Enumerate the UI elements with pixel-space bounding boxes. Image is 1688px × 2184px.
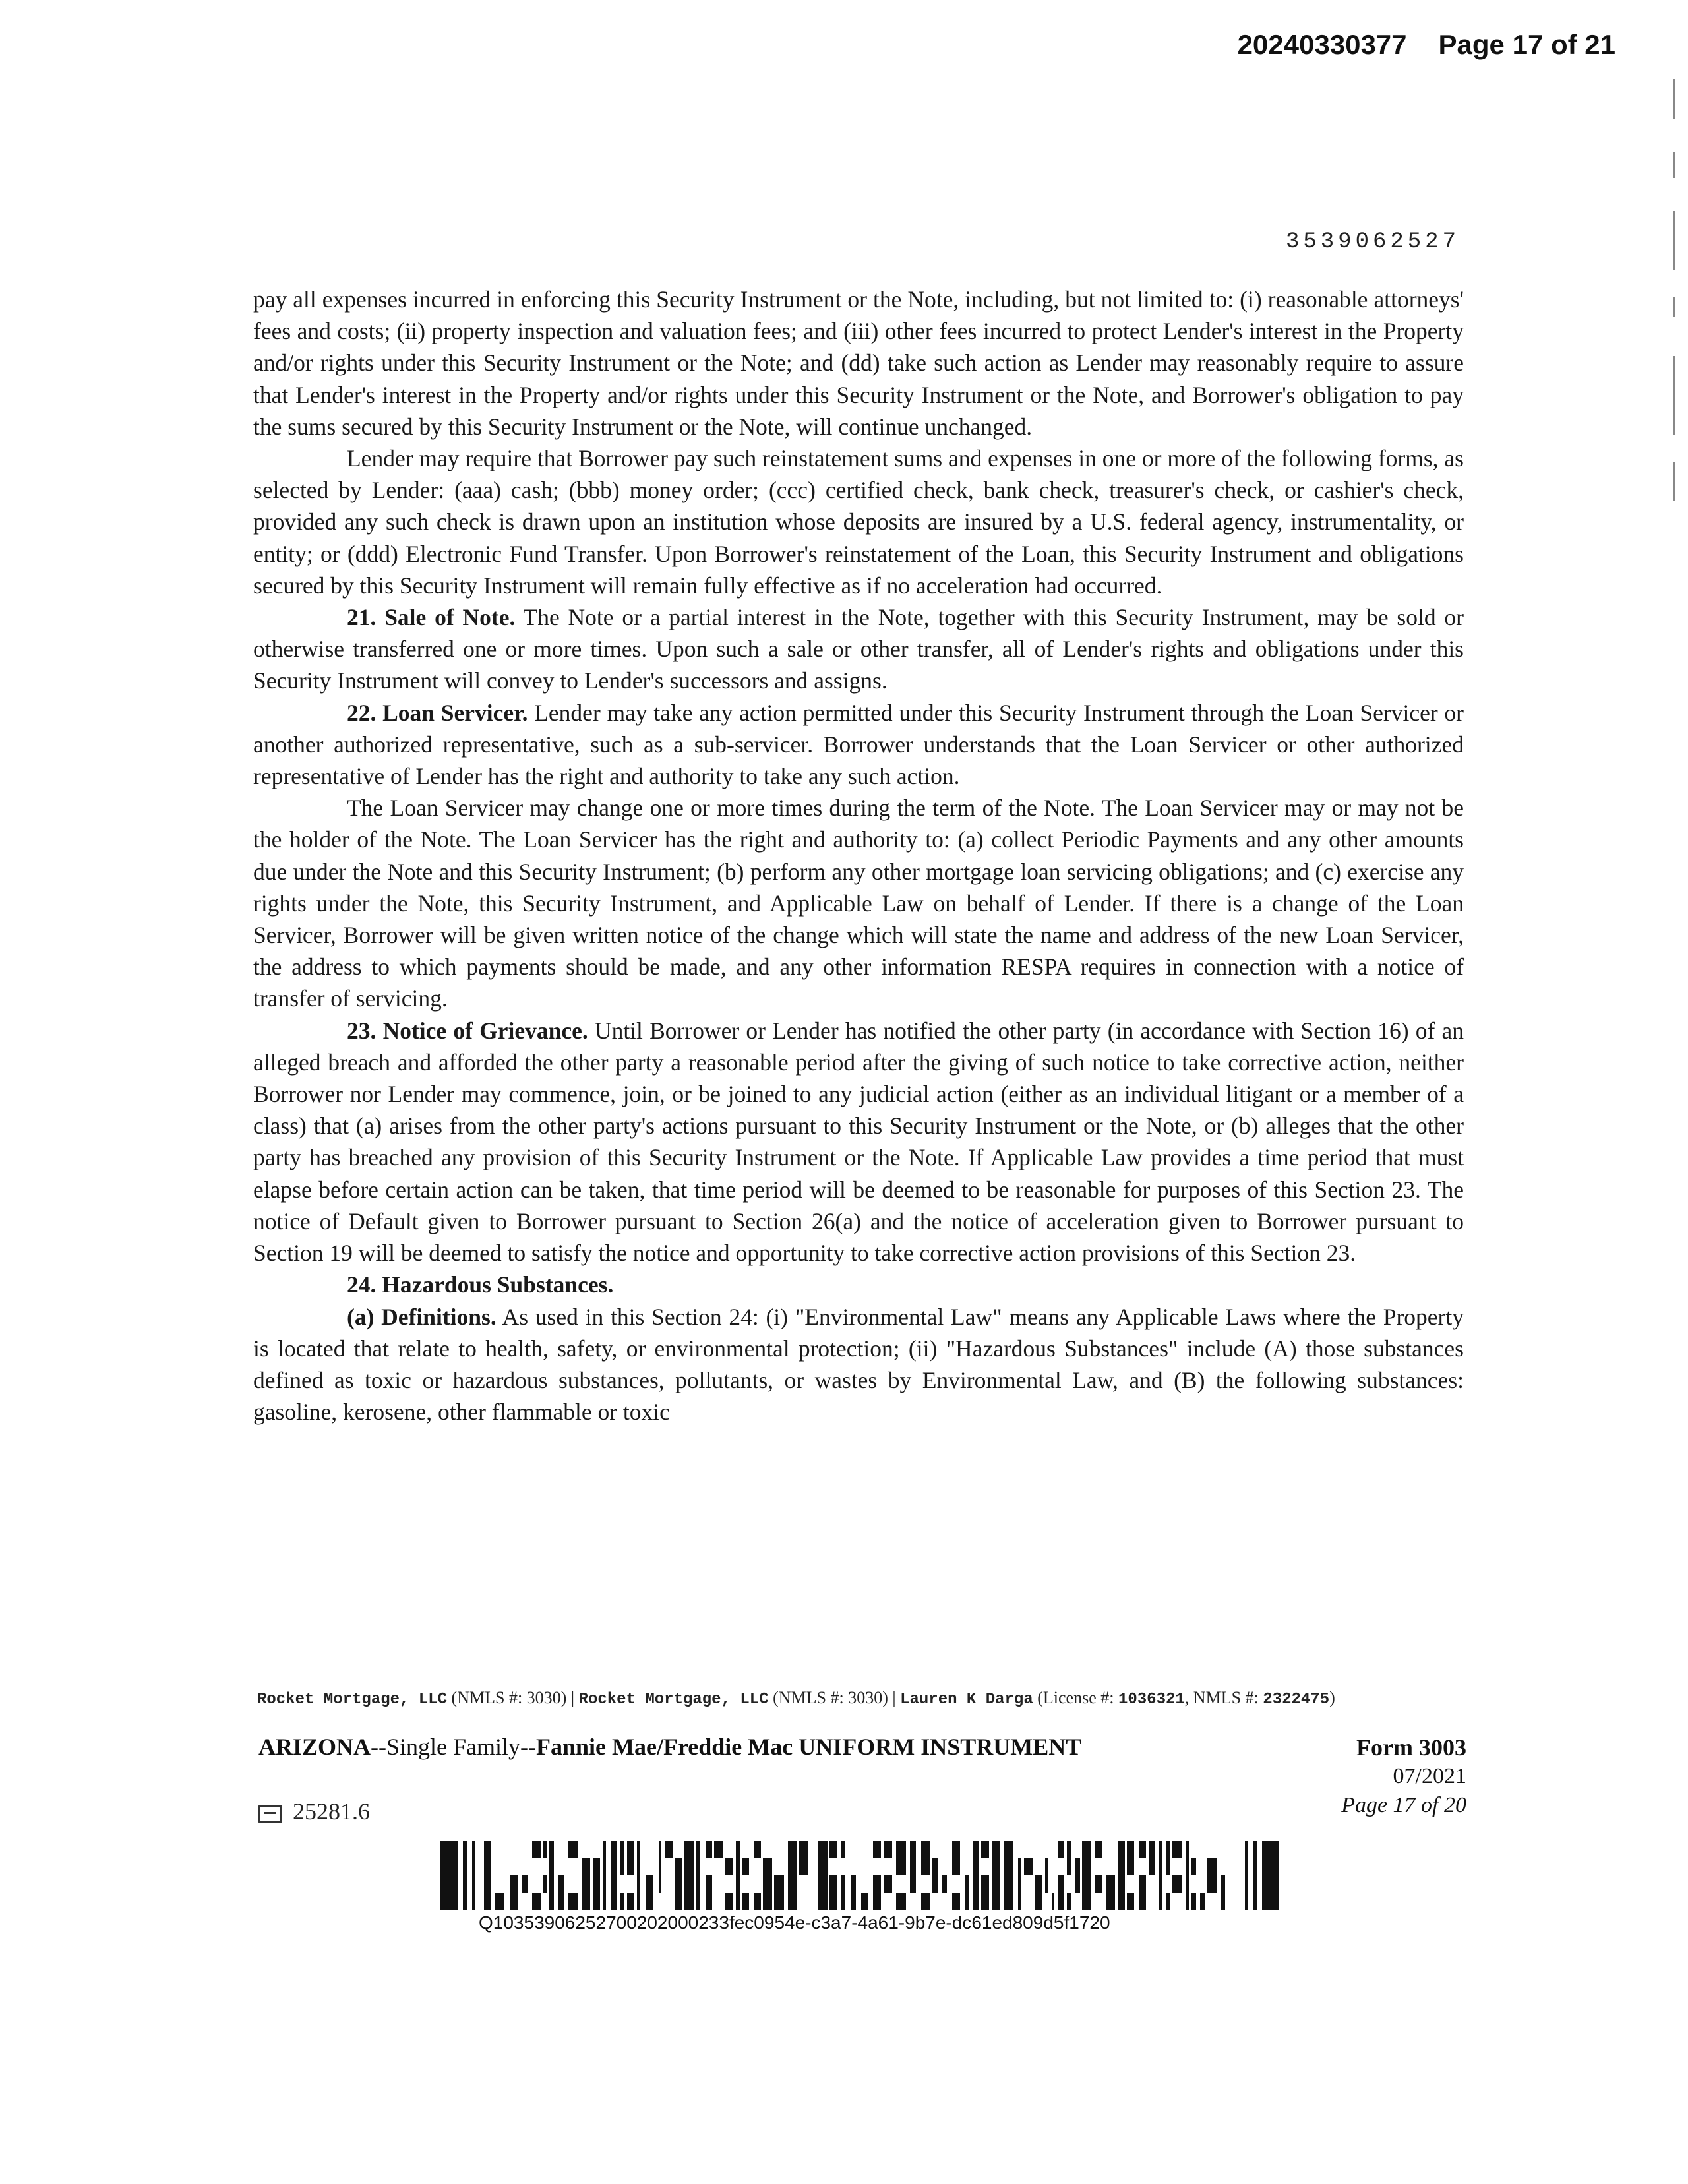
barcode-bar — [896, 1893, 906, 1910]
barcode-bar — [684, 1875, 694, 1893]
barcode-bar — [603, 1875, 606, 1893]
barcode-bar — [593, 1858, 600, 1875]
barcode-bar — [754, 1841, 761, 1858]
barcode-bar — [684, 1858, 694, 1875]
barcode-bar — [873, 1893, 881, 1910]
barcode-bar — [829, 1875, 837, 1893]
barcode-bar — [1127, 1841, 1134, 1858]
barcode-bar — [659, 1841, 661, 1858]
originator-nmls-label: , NMLS #: — [1184, 1688, 1263, 1707]
barcode-bar — [611, 1893, 617, 1910]
barcode-bar — [942, 1875, 947, 1893]
barcode-bar — [484, 1875, 491, 1893]
barcode-bar — [763, 1875, 772, 1893]
barcode-bar — [603, 1858, 606, 1875]
barcode-bar — [532, 1893, 541, 1910]
barcode-bar — [774, 1893, 784, 1910]
barcode-bar — [549, 1875, 554, 1893]
barcode-bar — [646, 1875, 653, 1893]
barcode-bar — [952, 1841, 960, 1858]
barcode-bar — [884, 1841, 892, 1858]
barcode-bar — [1075, 1858, 1080, 1875]
barcode-bar — [675, 1875, 682, 1893]
form-id: Form 3003 — [1356, 1734, 1466, 1761]
barcode-bar — [510, 1875, 518, 1893]
barcode-bar — [818, 1893, 828, 1910]
barcode-bar — [696, 1841, 700, 1858]
section-22-text: Lender may take any action permitted under this Security Instrument through the Loan Servicer or another authorized representative, such as a sub-servicer. Borrower understands that the Loan Servicer or other authorized representative of Lender has the right and authority to take any such action. — [253, 699, 1464, 790]
barcode-bar — [1207, 1875, 1217, 1893]
barcode-bar — [620, 1858, 624, 1875]
barcode-bar — [1058, 1893, 1064, 1910]
barcode-bar — [1118, 1841, 1125, 1858]
barcode-bar — [1075, 1875, 1080, 1893]
form-date: 07/2021 — [1393, 1764, 1466, 1788]
barcode-bar — [910, 1875, 916, 1893]
barcode-bar — [1159, 1875, 1162, 1893]
barcode-bar — [646, 1893, 653, 1910]
form-info — [1341, 1733, 1466, 1820]
barcode-bar — [981, 1893, 989, 1910]
barcode-bar — [736, 1841, 740, 1858]
barcode-bar — [841, 1893, 845, 1910]
barcode-bar — [1004, 1893, 1013, 1910]
barcode-bar — [1200, 1893, 1205, 1910]
barcode-bar — [1186, 1875, 1189, 1893]
barcode-bar — [684, 1841, 694, 1858]
barcode-bar — [1191, 1893, 1196, 1910]
barcode-bar — [1186, 1858, 1189, 1875]
barcode-bar — [992, 1893, 1000, 1910]
barcode-bar — [522, 1875, 528, 1893]
barcode-bar — [742, 1858, 749, 1875]
barcode-bar — [818, 1875, 828, 1893]
close-paren: ) — [1329, 1688, 1335, 1707]
barcode-bar — [706, 1875, 712, 1893]
barcode-bar — [582, 1858, 590, 1875]
barcode-bar — [1166, 1893, 1170, 1910]
barcode-bar — [1159, 1893, 1162, 1910]
barcode-bar — [1139, 1841, 1146, 1858]
barcode-bar — [1159, 1858, 1162, 1875]
barcode-bar — [873, 1875, 881, 1893]
barcode-bar — [1118, 1893, 1125, 1910]
barcode-bar — [1045, 1875, 1048, 1893]
barcode-bar — [472, 1841, 475, 1910]
state-name: ARIZONA — [258, 1734, 371, 1760]
section-21-text: The Note or a partial interest in the Note, together with this Security Instrument, may be sold or otherwise transferred one or more times. Upon such a sale or other transfer, all of Lender's rights and obligations under this Security Instrument will convey to Lender's successors and assigns. — [253, 604, 1464, 694]
barcode-bar — [1058, 1841, 1064, 1858]
barcode-bar — [603, 1893, 606, 1910]
barcode-bar — [1253, 1841, 1257, 1910]
barcode-bar — [1095, 1841, 1102, 1858]
barcode-bar — [1035, 1893, 1042, 1910]
barcode-bar — [1139, 1893, 1146, 1910]
section-23-heading: 23. Notice of Grievance. — [347, 1017, 588, 1044]
barcode-bar — [611, 1875, 617, 1893]
barcode-bar — [1127, 1858, 1134, 1875]
barcode-bar — [1004, 1858, 1013, 1875]
barcode-bar — [973, 1875, 979, 1893]
barcode-bar — [558, 1893, 564, 1910]
barcode-bar — [818, 1841, 828, 1858]
document-barcode — [440, 1841, 1279, 1910]
barcode-bar — [973, 1841, 979, 1858]
originator-nmls: 2322475 — [1263, 1691, 1330, 1709]
barcode-bar — [1082, 1841, 1091, 1858]
barcode-bar — [910, 1841, 916, 1858]
barcode-bar — [593, 1893, 600, 1910]
barcode-bar — [965, 1875, 969, 1893]
barcode-bar — [1045, 1858, 1048, 1875]
barcode-bar — [1166, 1841, 1170, 1858]
barcode-bar — [549, 1858, 554, 1875]
barcode-bar — [921, 1841, 930, 1858]
barcode-bar — [921, 1893, 930, 1910]
barcode-bar — [543, 1875, 547, 1893]
barcode-bar — [896, 1858, 906, 1875]
lender-name-2: Rocket Mortgage, LLC — [578, 1691, 769, 1709]
barcode-bar — [1149, 1858, 1155, 1875]
lender-nmls-1: (NMLS #: 3030) — [447, 1688, 567, 1707]
barcode-bar — [1024, 1858, 1033, 1875]
barcode-bar — [973, 1893, 979, 1910]
barcode-bar — [611, 1858, 617, 1875]
barcode-bar — [1221, 1875, 1225, 1893]
barcode-bar — [706, 1893, 712, 1910]
ellie-mae-icon — [258, 1805, 282, 1823]
barcode-bar — [932, 1858, 938, 1875]
barcode-bar — [637, 1893, 640, 1910]
recording-header — [1238, 29, 1615, 61]
barcode-bar — [1172, 1875, 1182, 1893]
barcode-bar — [1221, 1893, 1225, 1910]
barcode-bar — [532, 1841, 541, 1858]
barcode-bar — [1186, 1893, 1189, 1910]
barcode-bar — [675, 1893, 682, 1910]
barcode-bar — [603, 1841, 606, 1858]
barcode-bar — [763, 1893, 772, 1910]
barcode-bar — [696, 1875, 700, 1893]
barcode-bar — [1082, 1858, 1091, 1875]
section-24a-text: As used in this Section 24: (i) "Environmental Law" means any Applicable Laws where the Property is located that relate to health, safety, or environmental protection; (ii) "Hazardous Substances" include (A) those substances defined as toxic or hazardous substances, pollutants, or wastes by Environmental Law, and (B) the following substances: gasoline, kerosene, other flammable or toxic — [253, 1303, 1464, 1426]
barcode-bar — [981, 1841, 989, 1858]
barcode-bar — [620, 1893, 624, 1910]
page-label: Page 17 of 21 — [1438, 29, 1615, 60]
barcode-bar — [799, 1858, 808, 1875]
barcode-bar — [1067, 1841, 1071, 1858]
barcode-bar — [910, 1858, 916, 1875]
barcode-bar — [952, 1893, 960, 1910]
barcode-bar — [788, 1875, 797, 1893]
barcode-bar — [841, 1841, 845, 1858]
document-body — [253, 284, 1464, 1428]
originator-name: Lauren K Darga — [900, 1691, 1033, 1709]
barcode-bar — [440, 1841, 458, 1910]
barcode-bar — [1058, 1875, 1064, 1893]
product-code-line — [258, 1798, 370, 1825]
barcode-bar — [1082, 1875, 1091, 1893]
barcode-bar — [829, 1841, 837, 1858]
barcode-bar — [851, 1875, 856, 1893]
barcode-bar — [1106, 1893, 1115, 1910]
barcode-bar — [543, 1841, 547, 1858]
barcode-bar — [1067, 1893, 1071, 1910]
barcode-bar — [992, 1841, 1000, 1858]
barcode-bar — [495, 1893, 504, 1910]
barcode-bar — [1004, 1875, 1013, 1893]
barcode-bar — [818, 1858, 828, 1875]
barcode-bar — [627, 1841, 634, 1858]
barcode-bar — [706, 1841, 712, 1858]
barcode-bar — [973, 1858, 979, 1875]
barcode-bar — [582, 1893, 590, 1910]
section-24a-heading: (a) Definitions. — [347, 1303, 497, 1330]
barcode-bar — [896, 1841, 906, 1858]
barcode-bar — [952, 1858, 960, 1875]
lender-name-1: Rocket Mortgage, LLC — [257, 1691, 448, 1709]
barcode-bar — [754, 1893, 761, 1910]
barcode-bar — [1127, 1893, 1134, 1910]
barcode-bar — [484, 1858, 491, 1875]
barcode-bar — [861, 1893, 868, 1910]
barcode-bar — [627, 1893, 634, 1910]
barcode-bar — [463, 1841, 467, 1910]
barcode-bar — [884, 1875, 892, 1893]
barcode-bar — [736, 1875, 740, 1893]
barcode-bar — [684, 1893, 694, 1910]
barcode-bar — [1018, 1875, 1021, 1893]
barcode-bar — [1262, 1841, 1279, 1910]
barcode-bar — [484, 1841, 491, 1858]
barcode-bar — [1067, 1858, 1071, 1875]
section-24a — [253, 1301, 1464, 1428]
separator-2: | — [888, 1688, 901, 1707]
barcode-bar — [637, 1841, 640, 1858]
barcode-bar — [736, 1858, 740, 1875]
section-23-text: Until Borrower or Lender has notified the other party (in accordance with Section 16) of an alleged breach and afforded the other party a reasonable period after the giving of such notice to take corrective action, neither Borrower nor Lender may commence, join, or be joined to any judicial action (either as an individual litigant or a member of a class) that (a) arises from the other party's actions pursuant to this Security Instrument or the Note, or (b) alleges that the other party has breached any provision of this Security Instrument or the Note. If Applicable Law provides a time period that must elapse before certain action can be taken, that time period will be deemed to be reasonable for purposes of this Section 23. The notice of Default given to Borrower pursuant to Section 26(a) and the notice of acceleration given to Borrower pursuant to Section 19 will be deemed to satisfy the notice and opportunity to take corrective action provisions of this Section 23. — [253, 1017, 1464, 1267]
section-22 — [253, 697, 1464, 793]
barcode-bar — [774, 1875, 784, 1893]
form-page-of: Page 17 of 20 — [1341, 1793, 1466, 1817]
barcode-bar — [1004, 1841, 1013, 1858]
barcode-bar — [992, 1858, 1000, 1875]
form-title-line — [258, 1733, 1081, 1761]
barcode-bar — [1149, 1841, 1155, 1858]
barcode-bar — [788, 1893, 797, 1910]
barcode-bar — [637, 1858, 640, 1875]
barcode-bar — [696, 1858, 700, 1875]
barcode-bar — [873, 1841, 881, 1858]
barcode-bar — [1166, 1858, 1170, 1875]
barcode-bar — [788, 1841, 797, 1858]
separator-1: | — [566, 1688, 579, 1707]
barcode-bar — [620, 1841, 624, 1858]
barcode-bar — [1139, 1875, 1146, 1893]
barcode-bar — [763, 1858, 772, 1875]
barcode-bar — [637, 1875, 640, 1893]
barcode-bar — [799, 1841, 808, 1858]
instrument-name: Fannie Mae/Freddie Mac UNIFORM INSTRUMENT — [535, 1734, 1082, 1760]
barcode-bar — [1172, 1841, 1182, 1858]
section-21-heading: 21. Sale of Note. — [347, 604, 516, 631]
barcode-bar — [627, 1858, 634, 1875]
barcode-bar — [992, 1875, 1000, 1893]
barcode-bar — [829, 1893, 837, 1910]
barcode-bar — [665, 1841, 673, 1858]
barcode-bar — [1191, 1858, 1196, 1875]
barcode-bar — [659, 1858, 661, 1875]
barcode-bar — [1095, 1875, 1102, 1893]
recording-number: 20240330377 — [1237, 29, 1407, 60]
scan-edge-marks — [1673, 79, 1679, 541]
section-24-heading-line — [253, 1269, 1464, 1300]
barcode-bar — [742, 1893, 749, 1910]
paragraph-loan-servicer-change: The Loan Servicer may change one or more times during the term of the Note. The Loan Servicer may or may not be the holder of the Note. The Loan Servicer has the right and authority to: (a) collect Periodic Payments and any other amounts due under the Note and this Security Instrument; (b) perform any other mortgage loan servicing obligations; and (c) exercise any rights under the Note, this Security Instrument, and Applicable Law on behalf of Lender. If there is a change of the Loan Servicer, Borrower will be given written notice of the change which will state the name and address of the new Loan Servicer, the address to which payments should be made, and any other information RESPA requires in connection with a notice of transfer of servicing. — [253, 795, 1464, 1012]
barcode-bar — [1018, 1893, 1021, 1910]
section-22-heading: 22. Loan Servicer. — [347, 699, 528, 726]
license-number: 1036321 — [1118, 1691, 1185, 1709]
barcode-bar — [725, 1858, 733, 1875]
product-code: 25281.6 — [293, 1798, 370, 1825]
barcode-bar — [736, 1893, 740, 1910]
barcode-bar — [1207, 1858, 1217, 1875]
barcode-bar — [1245, 1841, 1248, 1910]
barcode-bar — [981, 1875, 989, 1893]
paragraph-reinstatement-forms: Lender may require that Borrower pay such reinstatement sums and expenses in one or more of the following forms, as selected by Lender: (aaa) cash; (bbb) money order; (ccc) certified check, bank check, treasurer's check, or cashier's check, provided any such check is drawn upon an institution whose deposits are insured by a U.S. federal agency, instrumentality, or entity; or (ddd) Electronic Fund Transfer. Upon Borrower's reinstatement of the Loan, this Security Instrument and obligations secured by this Security Instrument will remain fully effective as if no acceleration had occurred. — [253, 445, 1464, 599]
barcode-bar — [851, 1893, 856, 1910]
footer-lender-line — [257, 1687, 1470, 1711]
barcode-bar — [558, 1875, 564, 1893]
barcode-caption: Q10353906252700202000233fec0954e-c3a7-4a61-9b7e-dc61ed809d5f1720 — [479, 1912, 1110, 1933]
barcode-bar — [1118, 1858, 1125, 1875]
license-label: (License #: — [1033, 1688, 1118, 1707]
lender-nmls-2: (NMLS #: 3030) — [768, 1688, 888, 1707]
barcode-bar — [1052, 1893, 1054, 1910]
barcode-bar — [549, 1893, 554, 1910]
section-24-heading: 24. Hazardous Substances. — [347, 1271, 614, 1298]
barcode-bar — [1082, 1893, 1091, 1910]
barcode-bar — [582, 1875, 590, 1893]
paragraph-reinstatement-expenses: pay all expenses incurred in enforcing this Security Instrument or the Note, including, but not limited to: (i) reasonable attorneys' fees and costs; (ii) property inspection and valuation fees; and (iii) other fees incurred to protect Lender's interest in the Property and/or rights under this Security Instrument or the Note; and (dd) take such action as Lender may reasonably require to assure that Lender's interest in the Property and/or rights under this Security Instrument or the Note, and Borrower's obligation to pay the sums secured by this Security Instrument or the Note, will continue unchanged. — [253, 286, 1464, 440]
barcode-bar — [1118, 1875, 1125, 1893]
barcode-bar — [568, 1893, 578, 1910]
barcode-bar — [1106, 1875, 1115, 1893]
barcode-bar — [714, 1841, 723, 1858]
barcode-bar — [549, 1841, 554, 1858]
section-21 — [253, 601, 1464, 697]
barcode-bar — [484, 1893, 491, 1910]
barcode-bar — [1186, 1841, 1189, 1858]
barcode-bar — [675, 1858, 682, 1875]
loan-number: 3539062527 — [1285, 229, 1460, 255]
barcode-bar — [696, 1893, 700, 1910]
barcode-bar — [965, 1893, 969, 1910]
barcode-bar — [788, 1858, 797, 1875]
barcode-bar — [593, 1875, 600, 1893]
barcode-bar — [921, 1858, 930, 1875]
barcode-bar — [725, 1893, 733, 1910]
section-23 — [253, 1015, 1464, 1269]
barcode-bar — [510, 1893, 518, 1910]
barcode-bar — [1159, 1841, 1162, 1858]
barcode-bar — [841, 1875, 845, 1893]
barcode-bar — [659, 1875, 661, 1893]
barcode-bar — [1035, 1875, 1042, 1893]
barcode-bar — [611, 1841, 617, 1858]
barcode-bar — [568, 1841, 578, 1858]
barcode-bar — [932, 1875, 938, 1893]
family-type: --Single Family-- — [371, 1734, 536, 1760]
barcode-bar — [1018, 1858, 1021, 1875]
